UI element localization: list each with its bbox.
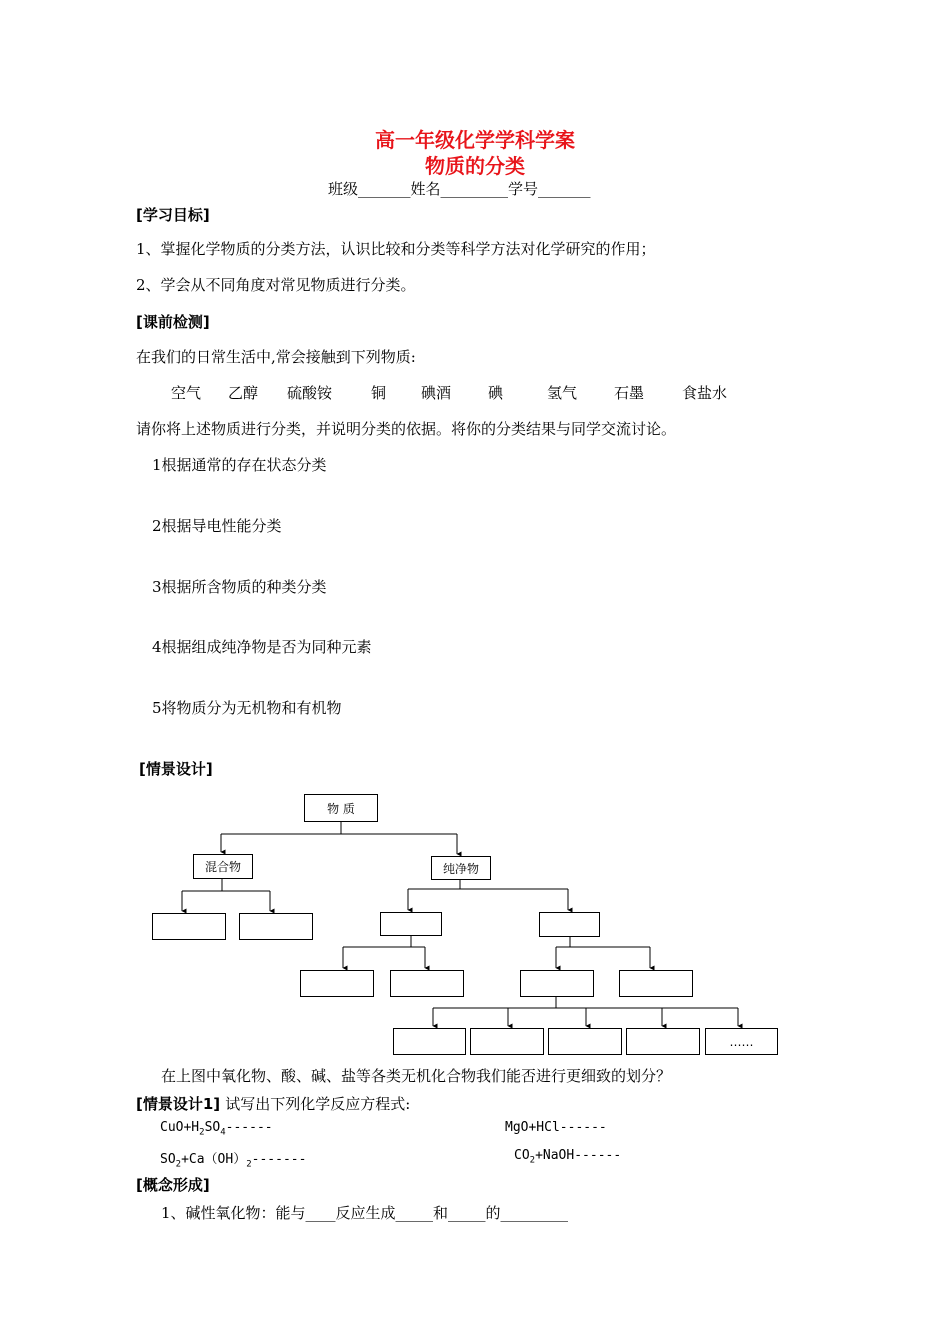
tree-node-label: ……: [729, 1034, 754, 1049]
goals-heading: [学习目标]: [136, 206, 210, 224]
student-info-line: 班级_______姓名_________学号_______: [328, 180, 591, 198]
tree-node-mixture: [193, 854, 253, 879]
criterion-5: 5将物质分为无机物和有机物: [152, 699, 342, 717]
equation-subscript: 2: [529, 1155, 536, 1166]
tree-blank-box: [520, 970, 594, 997]
equation-text: -------: [251, 1152, 307, 1167]
substance-item: 氢气: [547, 384, 578, 402]
equation-1: [160, 1120, 273, 1138]
equation-subscript: 4: [220, 1127, 226, 1138]
equation-subscript: 2: [199, 1127, 205, 1138]
pretest-intro: 在我们的日常生活中,常会接触到下列物质:: [136, 348, 416, 366]
tree-node-label: 物 质: [327, 801, 355, 816]
scenario-question: 在上图中氧化物、酸、碱、盐等各类无机化合物我们能否进行更细致的划分？: [161, 1067, 672, 1085]
concept-item-1: 1、碱性氧化物：能与____反应生成_____和_____的_________: [161, 1204, 569, 1222]
criterion-1: 1根据通常的存在状态分类: [152, 456, 327, 474]
tree-blank-box: [619, 970, 693, 997]
page-subtitle: 物质的分类: [425, 154, 525, 178]
scenario1-heading: [情景设计1]: [136, 1095, 221, 1113]
equation-text: CuO+H: [160, 1120, 200, 1135]
tree-node-root: [304, 794, 378, 822]
tree-node-label: 纯净物: [442, 861, 479, 876]
substance-item: 铜: [371, 384, 387, 402]
tree-node-ellipsis: [705, 1028, 778, 1055]
equation-text: SO: [160, 1152, 176, 1167]
pretest-heading: [课前检测]: [136, 313, 210, 331]
equation-text: +NaOH------: [535, 1148, 622, 1163]
tree-blank-box: [470, 1028, 544, 1055]
tree-blank-box: [548, 1028, 622, 1055]
criterion-3: 3根据所含物质的种类分类: [152, 578, 327, 596]
tree-blank-box: [626, 1028, 700, 1055]
concept-heading: [概念形成]: [136, 1176, 210, 1194]
equation-4: [514, 1148, 621, 1166]
scenario-heading: [情景设计]: [139, 760, 213, 778]
equation-text: SO: [204, 1120, 221, 1135]
tree-node-pure: [431, 856, 491, 880]
tree-node-label: 混合物: [204, 860, 241, 874]
goal-item-1: 1、掌握化学物质的分类方法，认识比较和分类等科学方法对化学研究的作用；: [136, 240, 656, 258]
substance-item: 石墨: [614, 384, 645, 402]
criterion-4: 4根据组成纯净物是否为同种元素: [152, 638, 372, 656]
substance-item: 碘酒: [421, 384, 452, 402]
tree-blank-box: [380, 912, 442, 936]
goal-item-2: 2、学会从不同角度对常见物质进行分类。: [136, 276, 416, 294]
tree-blank-box: [300, 970, 374, 997]
tree-blank-box: [390, 970, 464, 997]
criterion-2: 2根据导电性能分类: [152, 517, 282, 535]
scenario1-prompt: 试写出下列化学反应方程式:: [225, 1095, 411, 1113]
pretest-instruction: 请你将上述物质进行分类，并说明分类的依据。将你的分类结果与同学交流讨论。: [136, 420, 677, 438]
equation-2: MgO+HCl------: [505, 1120, 607, 1135]
equation-subscript: 2: [175, 1159, 182, 1170]
tree-blank-box: [539, 912, 600, 937]
tree-blank-box: [239, 913, 313, 940]
substance-item: 碘: [488, 384, 504, 402]
equation-3: [160, 1148, 306, 1170]
equation-subscript: 2: [246, 1159, 252, 1170]
substance-item: 食盐水: [682, 384, 728, 402]
equation-text: +Ca（OH）: [181, 1152, 247, 1167]
substance-item: 乙醇: [228, 384, 259, 402]
page-title: 高一年级化学学科学案: [375, 128, 575, 152]
equation-text: CO: [514, 1148, 530, 1163]
substance-item: 硫酸铵: [287, 384, 333, 402]
tree-blank-box: [152, 913, 226, 940]
substance-item: 空气: [171, 384, 202, 402]
tree-blank-box: [393, 1028, 466, 1055]
equation-text: ------: [225, 1120, 273, 1135]
scenario1-line: [136, 1093, 410, 1114]
